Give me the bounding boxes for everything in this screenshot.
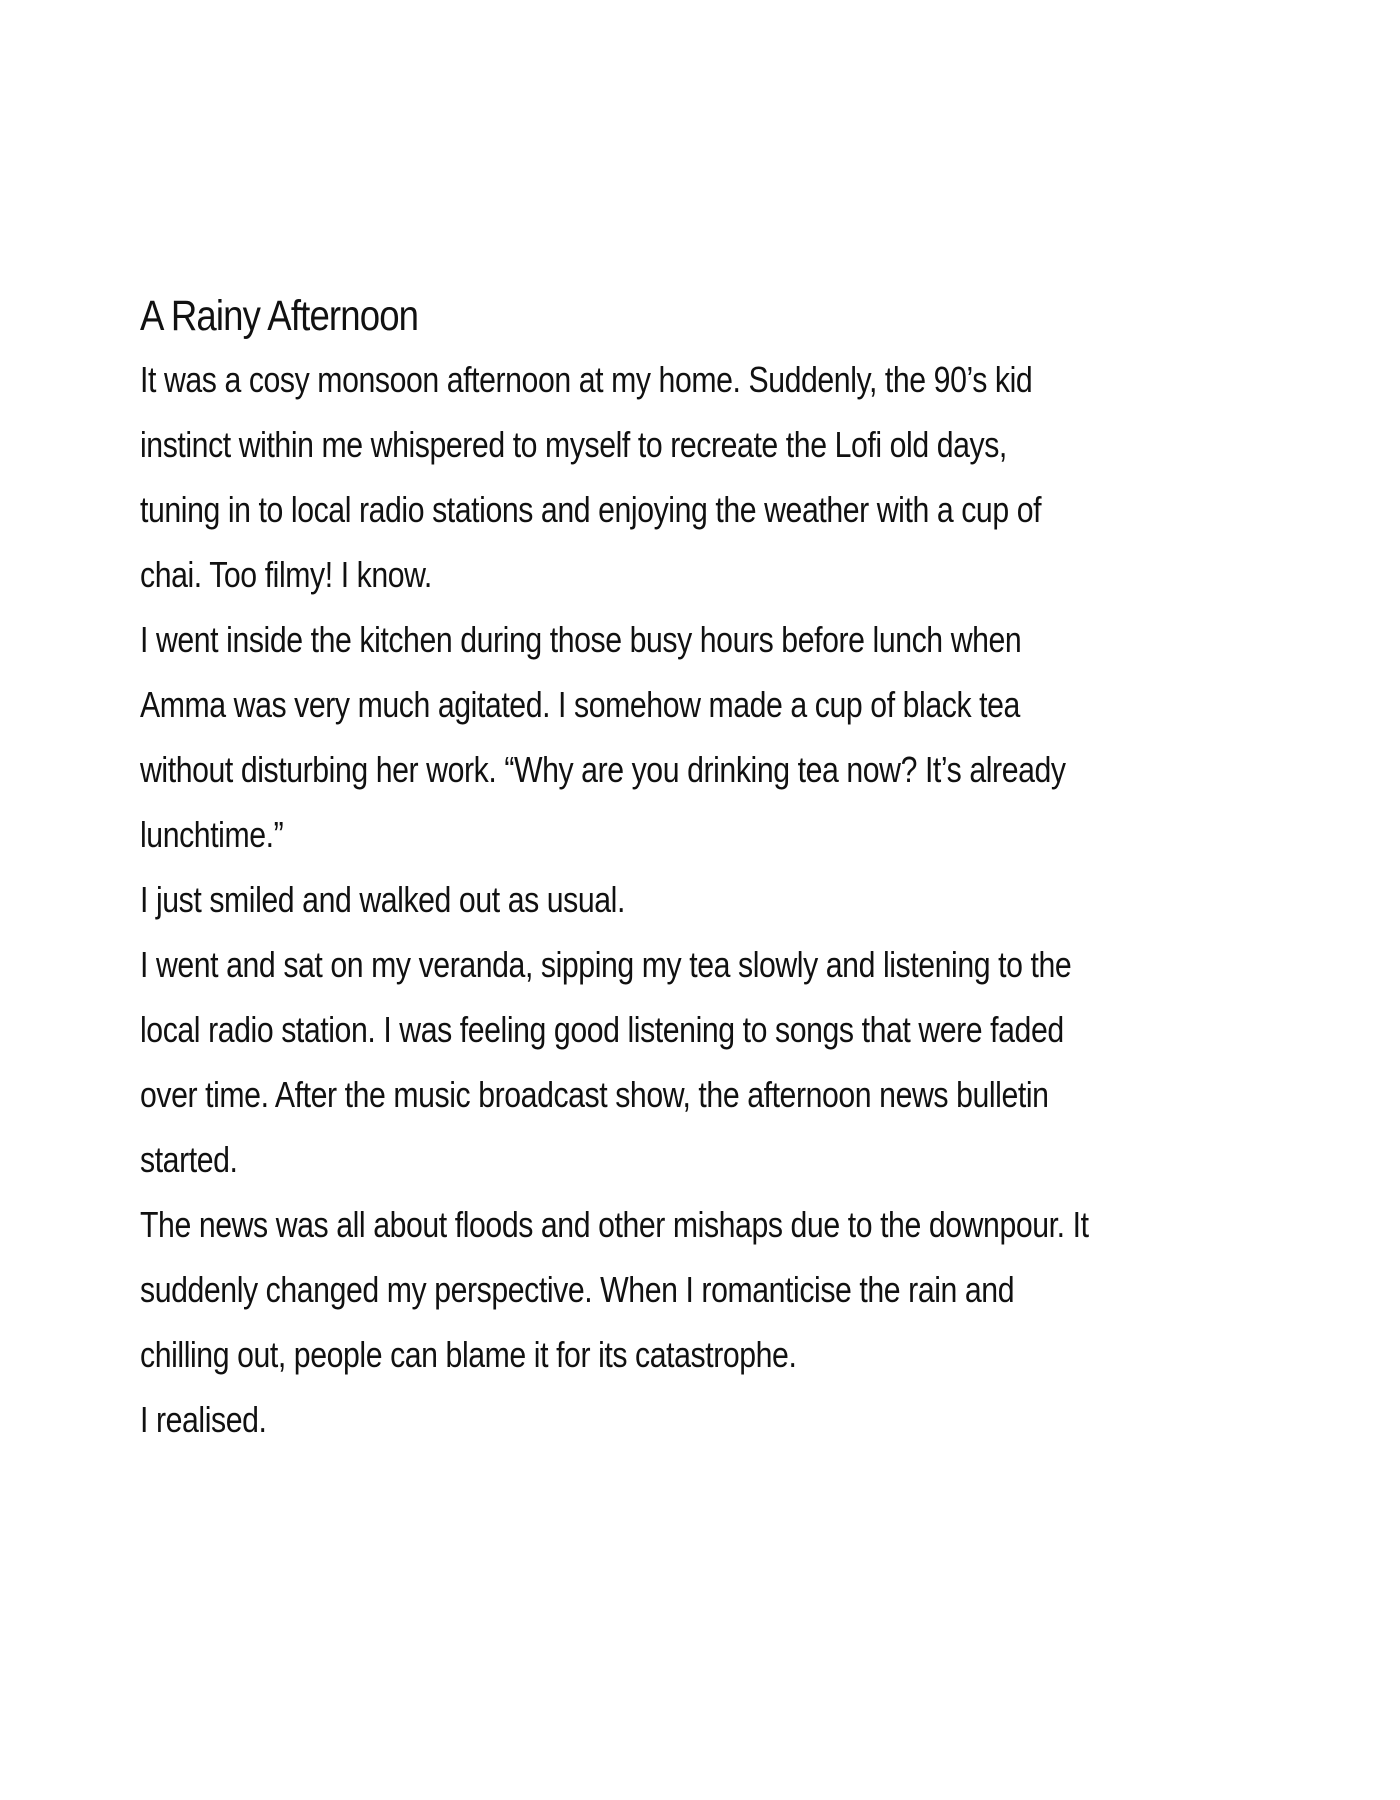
body-line: I just smiled and walked out as usual. bbox=[140, 879, 625, 920]
body-line: started. bbox=[140, 1139, 238, 1180]
body-line: Amma was very much agitated. I somehow made a cup of black tea bbox=[140, 684, 1020, 725]
body-line: local radio station. I was feeling good listening to songs that were faded bbox=[140, 1009, 1064, 1050]
document-title: A Rainy Afternoon bbox=[140, 292, 419, 340]
body-line: I realised. bbox=[140, 1399, 267, 1440]
body-line: It was a cosy monsoon afternoon at my home. Suddenly, the 90’s kid bbox=[140, 359, 1033, 400]
body-line: I went inside the kitchen during those busy hours before lunch when bbox=[140, 619, 1022, 660]
document-body bbox=[140, 347, 1280, 1452]
body-line: chai. Too filmy! I know. bbox=[140, 554, 432, 595]
body-line: tuning in to local radio stations and enjoying the weather with a cup of bbox=[140, 489, 1042, 530]
document-content bbox=[140, 285, 1280, 1452]
body-line: over time. After the music broadcast show, the afternoon news bulletin bbox=[140, 1074, 1049, 1115]
body-line: instinct within me whispered to myself to recreate the Lofi old days, bbox=[140, 424, 1007, 465]
body-line: suddenly changed my perspective. When I romanticise the rain and bbox=[140, 1269, 1015, 1310]
body-line: The news was all about floods and other mishaps due to the downpour. It bbox=[140, 1204, 1089, 1245]
body-line: lunchtime.” bbox=[140, 814, 284, 855]
body-line: chilling out, people can blame it for its catastrophe. bbox=[140, 1334, 797, 1375]
body-line: without disturbing her work. “Why are you drinking tea now? It’s already bbox=[140, 749, 1066, 790]
body-line: I went and sat on my veranda, sipping my tea slowly and listening to the bbox=[140, 944, 1072, 985]
